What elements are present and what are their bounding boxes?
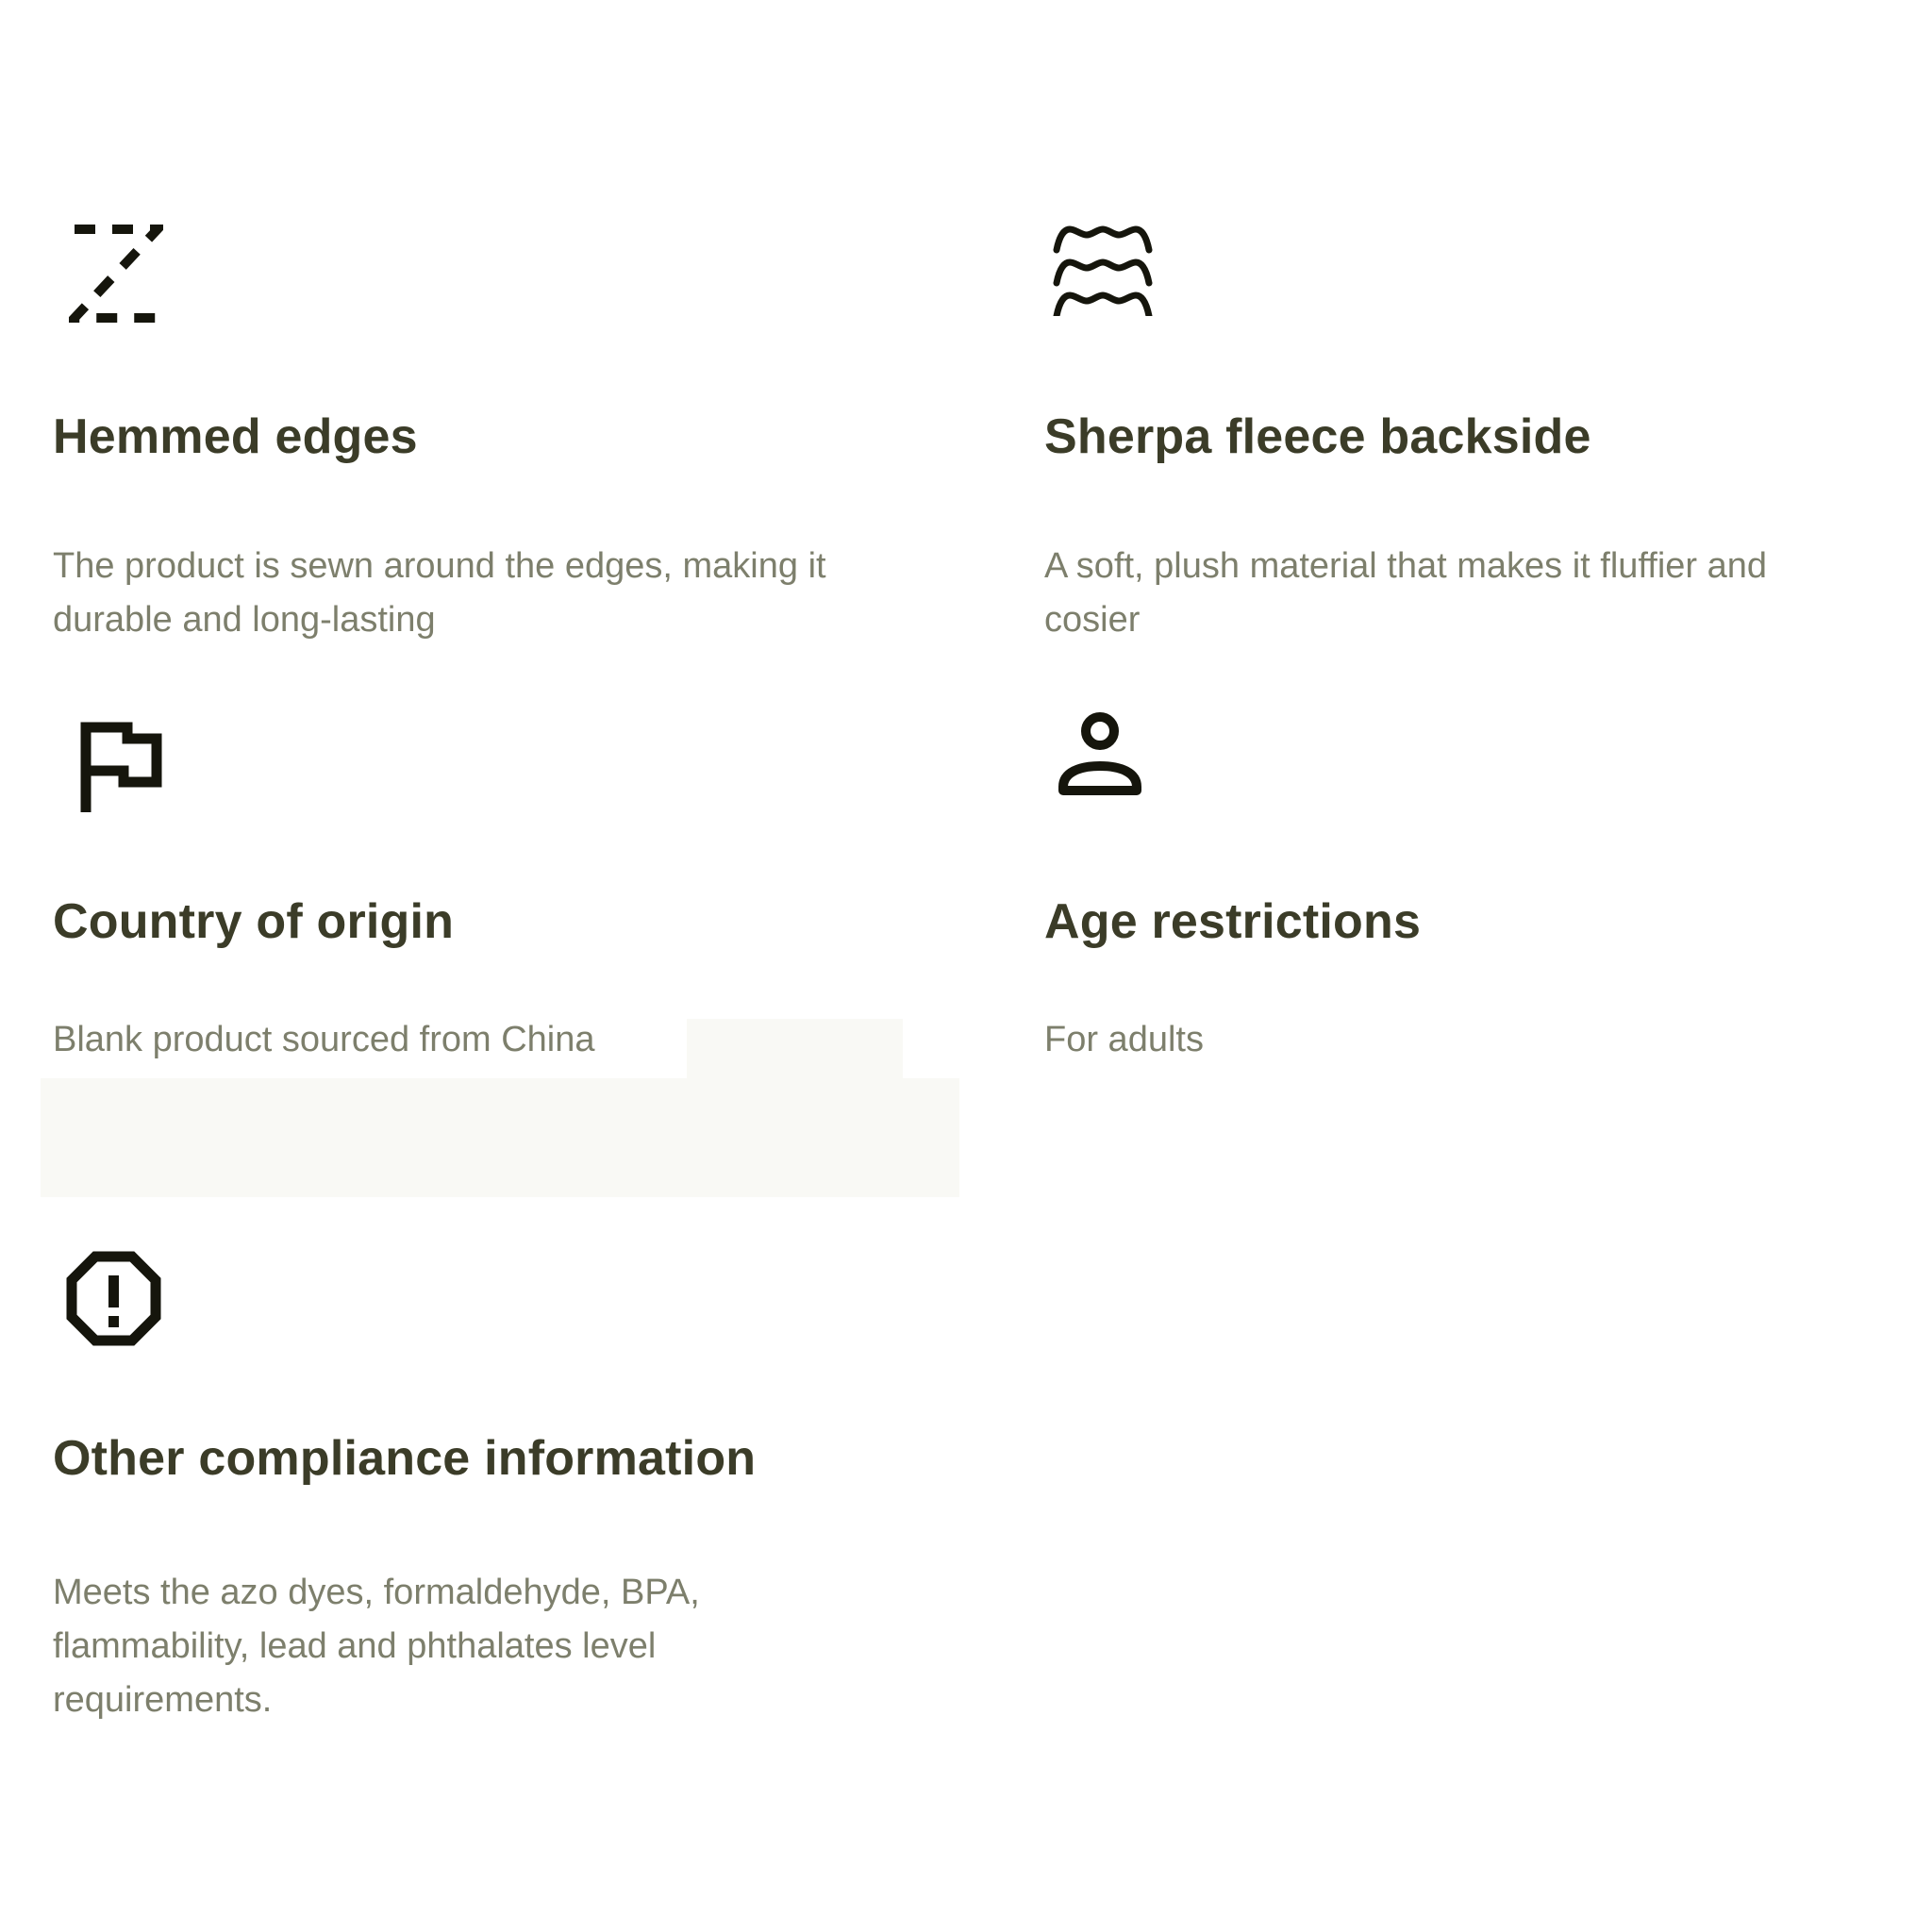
placeholder-block [687, 1019, 903, 1078]
fleece-waves-icon [1052, 225, 1154, 316]
feature-description: The product is sewn around the edges, making it durable and long-lasting [53, 546, 826, 640]
feature-description: A soft, plush material that makes it fluffier and cosier [1044, 546, 1768, 640]
feature-description: For adults [1044, 1020, 1204, 1059]
feature-description: Blank product sourced from China [53, 1020, 595, 1059]
feature-title: Other compliance information [53, 1431, 757, 1486]
feature-title: Sherpa fleece backside [1044, 409, 1591, 464]
feature-title: Country of origin [53, 894, 455, 949]
feature-title: Hemmed edges [53, 409, 418, 464]
feature-description: Meets the azo dyes, formaldehyde, BPA, flammability, lead and phthalates level requirements. [53, 1573, 700, 1720]
flag-icon [75, 720, 162, 812]
stitch-icon [69, 220, 163, 327]
person-icon [1056, 710, 1144, 795]
placeholder-block [41, 1078, 959, 1197]
feature-title: Age restrictions [1044, 894, 1422, 949]
alert-octagon-icon [65, 1250, 162, 1347]
